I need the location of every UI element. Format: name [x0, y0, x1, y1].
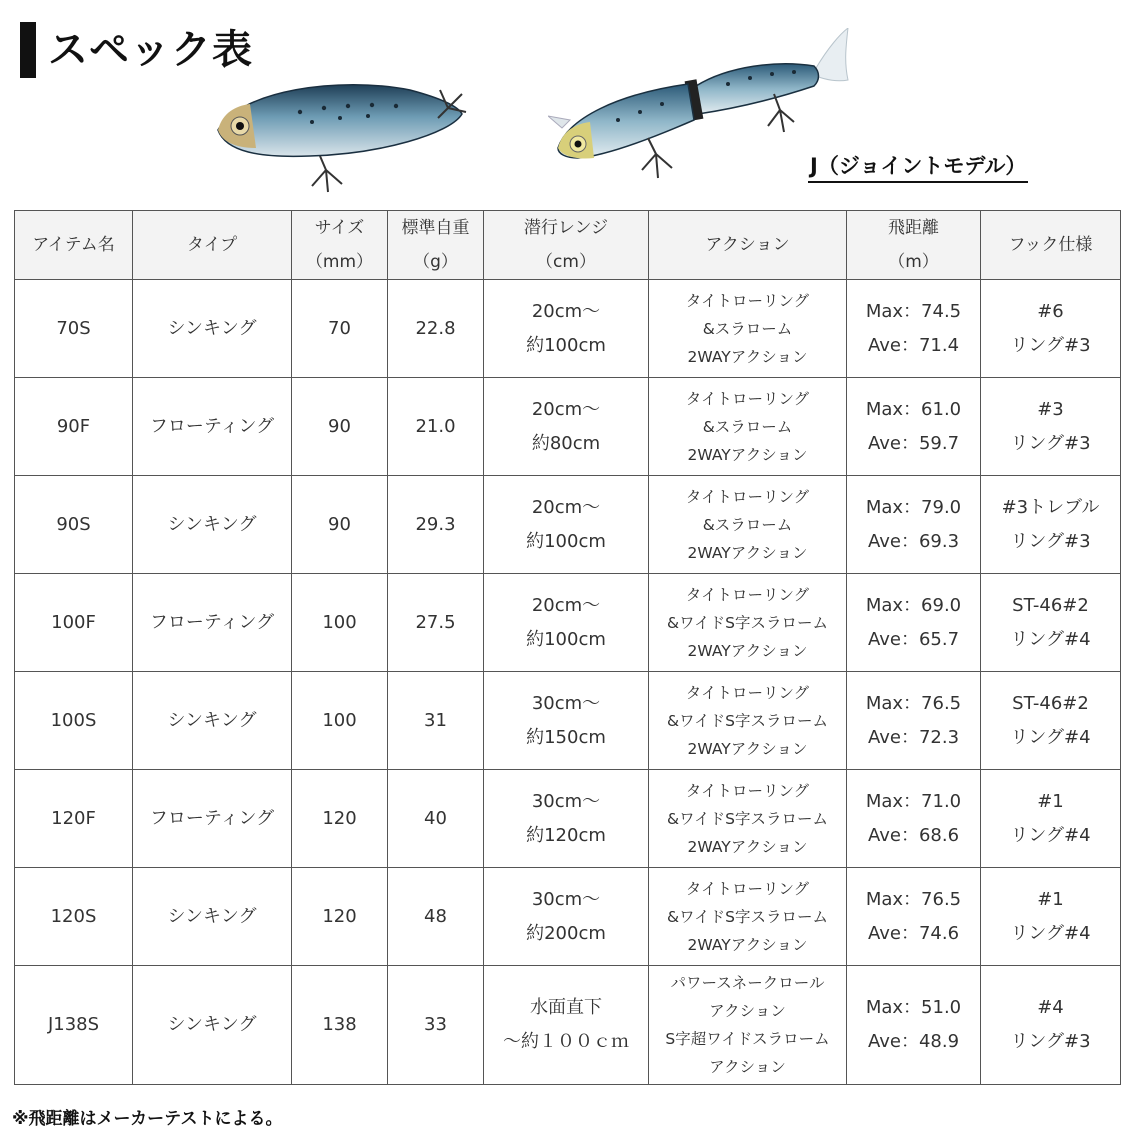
- action-cell-line: タイトローリング: [685, 683, 810, 702]
- item-name-cell: 90F: [15, 378, 133, 476]
- action-cell-line: アクション: [709, 1002, 786, 1020]
- footnote: ※飛距離はメーカーテストによる。: [12, 1109, 283, 1129]
- size-cell: 100: [292, 574, 388, 672]
- column-header: [981, 211, 1121, 280]
- range-cell-line: 約80cm: [531, 432, 601, 454]
- action-cell-line: タイトローリング: [685, 389, 810, 408]
- weight-cell: 31: [388, 672, 484, 770]
- column-header-label: 潜行レンジ: [523, 218, 609, 238]
- action-cell: [649, 476, 847, 574]
- hook-cell-line: #3トレブル: [1001, 496, 1100, 518]
- hook-cell-line: リング#3: [1010, 334, 1091, 356]
- range-cell: [484, 476, 649, 574]
- action-cell-line: &ワイドS字スラローム: [667, 613, 828, 632]
- action-cell-line: タイトローリング: [685, 585, 810, 604]
- size-cell: 90: [292, 378, 388, 476]
- distance-cell-line: Max：51.0: [865, 997, 962, 1018]
- item-name-cell: 120S: [15, 868, 133, 966]
- hook-cell: [981, 378, 1121, 476]
- distance-cell-line: Ave：65.7: [867, 628, 960, 650]
- size-cell: 120: [292, 770, 388, 868]
- hook-cell-line: リング#4: [1010, 922, 1091, 944]
- table-row: [15, 966, 1121, 1085]
- action-cell-line: 2WAYアクション: [687, 543, 808, 562]
- column-header-label: アイテム名: [32, 235, 115, 255]
- distance-cell-line: Ave：74.6: [867, 922, 960, 944]
- distance-cell: [847, 280, 981, 378]
- distance-cell-line: Ave：72.3: [867, 726, 960, 748]
- action-cell-line: タイトローリング: [685, 291, 810, 310]
- table-header-row: [15, 211, 1121, 280]
- distance-cell-line: Ave：48.9: [867, 1031, 960, 1052]
- hook-cell: [981, 770, 1121, 868]
- distance-cell: [847, 868, 981, 966]
- distance-cell-line: Max：71.0: [865, 790, 962, 812]
- range-cell-line: 30cm～: [531, 888, 601, 910]
- action-cell-line: 2WAYアクション: [687, 935, 808, 954]
- item-name-cell: 90S: [15, 476, 133, 574]
- action-cell-line: アクション: [709, 1058, 786, 1076]
- weight-cell: 27.5: [388, 574, 484, 672]
- hook-cell-line: リング#3: [1010, 530, 1091, 552]
- spec-table: [14, 210, 1121, 1085]
- weight-cell: 21.0: [388, 378, 484, 476]
- action-cell: [649, 966, 847, 1085]
- weight-cell: 48: [388, 868, 484, 966]
- page-title: スペック表: [48, 27, 253, 73]
- column-header-unit: （cm）: [536, 252, 596, 272]
- column-header: [649, 211, 847, 280]
- column-header: [15, 211, 133, 280]
- column-header-unit: （mm）: [305, 252, 374, 272]
- hook-cell-line: #1: [1037, 790, 1064, 812]
- weight-cell: 33: [388, 966, 484, 1085]
- item-name-cell: 100F: [15, 574, 133, 672]
- column-header-label: サイズ: [314, 218, 365, 238]
- distance-cell-line: Ave：71.4: [867, 334, 960, 356]
- distance-cell: [847, 476, 981, 574]
- table-row: [15, 476, 1121, 574]
- column-header-unit: （g）: [413, 252, 458, 272]
- type-cell: シンキング: [133, 868, 292, 966]
- hook-cell: [981, 672, 1121, 770]
- action-cell: [649, 672, 847, 770]
- item-name-cell: 70S: [15, 280, 133, 378]
- hook-cell: [981, 966, 1121, 1085]
- item-name-cell: J138S: [15, 966, 133, 1085]
- action-cell-line: &スラローム: [702, 319, 793, 338]
- type-cell: シンキング: [133, 476, 292, 574]
- hook-cell-line: ST-46#2: [1012, 692, 1089, 714]
- title-accent-bar: [20, 22, 36, 78]
- table-row: [15, 770, 1121, 868]
- hook-cell-line: リング#3: [1010, 1031, 1091, 1052]
- range-cell-line: 20cm～: [531, 594, 601, 616]
- hook-cell-line: #1: [1037, 888, 1064, 910]
- action-cell-line: 2WAYアクション: [687, 739, 808, 758]
- size-cell: 120: [292, 868, 388, 966]
- weight-cell: 22.8: [388, 280, 484, 378]
- range-cell: [484, 966, 649, 1085]
- distance-cell-line: Max：69.0: [865, 594, 962, 616]
- range-cell: [484, 868, 649, 966]
- distance-cell: [847, 770, 981, 868]
- distance-cell-line: Ave：59.7: [867, 432, 960, 454]
- hook-cell-line: #4: [1037, 997, 1064, 1018]
- action-cell-line: パワースネークロール: [670, 974, 825, 992]
- action-cell: [649, 378, 847, 476]
- column-header-unit: （m）: [888, 252, 939, 272]
- column-header: [388, 211, 484, 280]
- hook-cell-line: #3: [1037, 398, 1064, 420]
- range-cell-line: 30cm～: [531, 790, 601, 812]
- type-cell: シンキング: [133, 280, 292, 378]
- action-cell: [649, 280, 847, 378]
- hook-cell: [981, 280, 1121, 378]
- hook-cell-line: #6: [1037, 300, 1064, 322]
- distance-cell-line: Max：76.5: [865, 692, 962, 714]
- distance-cell: [847, 672, 981, 770]
- size-cell: 90: [292, 476, 388, 574]
- type-cell: フローティング: [133, 770, 292, 868]
- table-row: [15, 672, 1121, 770]
- column-header: [847, 211, 981, 280]
- action-cell-line: 2WAYアクション: [687, 641, 808, 660]
- spec-table-body: [15, 280, 1121, 1085]
- range-cell: [484, 574, 649, 672]
- table-row: [15, 280, 1121, 378]
- action-cell-line: &ワイドS字スラローム: [667, 809, 828, 828]
- range-cell: [484, 672, 649, 770]
- range-cell-line: 30cm～: [531, 692, 601, 714]
- range-cell-line: 約200cm: [526, 922, 606, 944]
- distance-cell-line: Max：76.5: [865, 888, 962, 910]
- table-row: [15, 574, 1121, 672]
- range-cell-line: 水面直下: [530, 997, 602, 1018]
- joint-model-label: J（ジョイントモデル）: [808, 152, 1028, 183]
- range-cell: [484, 770, 649, 868]
- type-cell: シンキング: [133, 672, 292, 770]
- minnow-lure-image: [200, 68, 480, 198]
- weight-cell: 40: [388, 770, 484, 868]
- action-cell-line: タイトローリング: [685, 879, 810, 898]
- distance-cell-line: Ave：69.3: [867, 530, 960, 552]
- hook-cell: [981, 868, 1121, 966]
- table-row: [15, 378, 1121, 476]
- action-cell-line: &スラローム: [702, 417, 793, 436]
- action-cell: [649, 868, 847, 966]
- action-cell-line: &ワイドS字スラローム: [667, 907, 828, 926]
- range-cell-line: 約100cm: [526, 628, 606, 650]
- distance-cell-line: Max：79.0: [865, 496, 962, 518]
- hook-cell: [981, 574, 1121, 672]
- hook-cell-line: リング#4: [1010, 628, 1091, 650]
- range-cell-line: 20cm～: [531, 398, 601, 420]
- size-cell: 100: [292, 672, 388, 770]
- hook-cell-line: リング#4: [1010, 726, 1091, 748]
- distance-cell-line: Ave：68.6: [867, 824, 960, 846]
- action-cell-line: タイトローリング: [685, 487, 810, 506]
- action-cell: [649, 770, 847, 868]
- action-cell-line: タイトローリング: [685, 781, 810, 800]
- hook-cell-line: ST-46#2: [1012, 594, 1089, 616]
- hook-cell-line: リング#3: [1010, 432, 1091, 454]
- range-cell-line: 約120cm: [526, 824, 606, 846]
- range-cell-line: ～約１００ｃｍ: [503, 1031, 629, 1052]
- column-header: [133, 211, 292, 280]
- action-cell-line: &ワイドS字スラローム: [667, 711, 828, 730]
- item-name-cell: 100S: [15, 672, 133, 770]
- column-header-label: タイプ: [186, 235, 238, 255]
- range-cell-line: 約150cm: [526, 726, 606, 748]
- column-header-label: 飛距離: [888, 218, 939, 238]
- action-cell: [649, 574, 847, 672]
- column-header-label: フック仕様: [1008, 235, 1093, 255]
- column-header: [484, 211, 649, 280]
- item-name-cell: 120F: [15, 770, 133, 868]
- range-cell-line: 20cm～: [531, 496, 601, 518]
- action-cell-line: 2WAYアクション: [687, 445, 808, 464]
- action-cell-line: S字超ワイドスラローム: [665, 1030, 830, 1048]
- action-cell-line: &スラローム: [702, 515, 793, 534]
- distance-cell: [847, 574, 981, 672]
- range-cell: [484, 280, 649, 378]
- action-cell-line: 2WAYアクション: [687, 837, 808, 856]
- range-cell-line: 約100cm: [526, 334, 606, 356]
- distance-cell: [847, 966, 981, 1085]
- type-cell: シンキング: [133, 966, 292, 1085]
- distance-cell-line: Max：61.0: [865, 398, 962, 420]
- hook-cell-line: リング#4: [1010, 824, 1091, 846]
- action-cell-line: 2WAYアクション: [687, 347, 808, 366]
- weight-cell: 29.3: [388, 476, 484, 574]
- distance-cell-line: Max：74.5: [865, 300, 962, 322]
- hook-cell: [981, 476, 1121, 574]
- range-cell: [484, 378, 649, 476]
- range-cell-line: 約100cm: [526, 530, 606, 552]
- table-row: [15, 868, 1121, 966]
- column-header-label: 標準自重: [401, 218, 470, 238]
- distance-cell: [847, 378, 981, 476]
- size-cell: 138: [292, 966, 388, 1085]
- size-cell: 70: [292, 280, 388, 378]
- type-cell: フローティング: [133, 574, 292, 672]
- column-header: [292, 211, 388, 280]
- type-cell: フローティング: [133, 378, 292, 476]
- range-cell-line: 20cm～: [531, 300, 601, 322]
- column-header-label: アクション: [705, 235, 790, 255]
